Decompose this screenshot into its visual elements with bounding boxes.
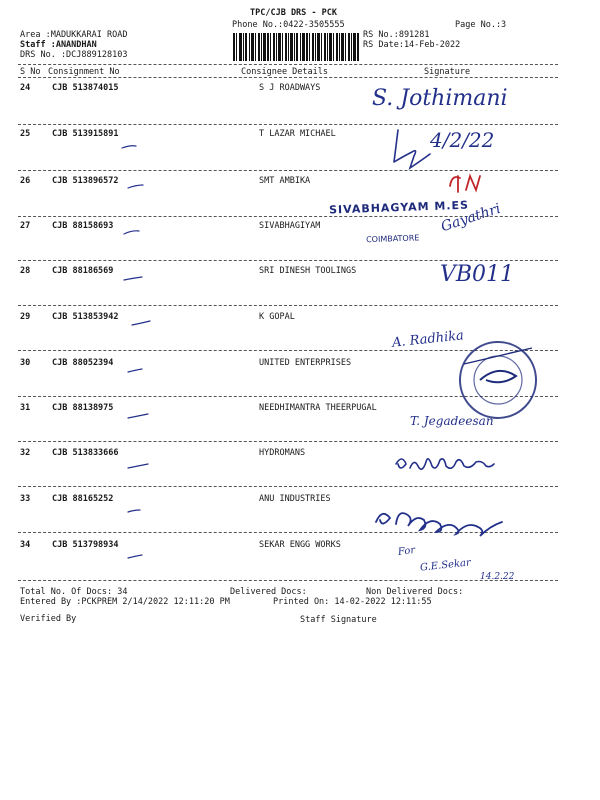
page-number: Page No.:3 [455, 20, 507, 30]
row-consignment: CJB 513798934 [52, 540, 119, 550]
signature-row24: S. Jothimani [372, 86, 508, 111]
col-signature: Signature [424, 67, 471, 77]
signature-row31: T. Jegadeesan [410, 414, 494, 428]
delivered-docs: Delivered Docs: [230, 587, 307, 597]
stamp-title: SIVABHAGYAM M.ES [328, 198, 470, 217]
header-divider-bottom [18, 77, 558, 78]
row-consignee: S J ROADWAYS [259, 83, 321, 93]
verified-by: Verified By [20, 614, 77, 624]
signature-row27: Gayathri [439, 200, 503, 236]
row-sno: 25 [20, 129, 31, 139]
row-consignment: CJB 513874015 [52, 83, 119, 93]
row-consignee: SMT AMBIKA [259, 176, 311, 186]
staff-label: Staff :ANANDHAN [20, 40, 97, 50]
row-consignment: CJB 88138975 [52, 403, 114, 413]
signature-date-row25: 4/2/22 [430, 128, 495, 152]
row-sno: 24 [20, 83, 31, 93]
col-consignment: Consignment No [48, 67, 120, 77]
row-consignment: CJB 88052394 [52, 358, 114, 368]
row-consignee: NEEDHIMANTRA THEERPUGAL [259, 403, 377, 413]
staff-signature: Staff Signature [300, 615, 377, 625]
row-consignee: SIVABHAGIYAM [259, 221, 321, 231]
row-consignment: CJB 513853942 [52, 312, 119, 322]
total-docs: Total No. Of Docs: 34 [20, 587, 128, 597]
red-ink-mark [446, 172, 492, 196]
phone-number: Phone No.:0422-3505555 [232, 20, 345, 30]
row-consignee: ANU INDUSTRIES [259, 494, 331, 504]
round-seal [456, 338, 540, 422]
signature-row30: A. Radhika [391, 328, 465, 351]
barcode [232, 33, 360, 61]
signature-row34-name: G.E.Sekar [419, 557, 472, 574]
signature-scribble-row33 [368, 500, 528, 540]
printed-on: Printed On: 14-02-2022 12:11:55 [273, 597, 432, 607]
col-sno: S No [20, 67, 41, 77]
row-sno: 31 [20, 403, 31, 413]
row-sno: 28 [20, 266, 31, 276]
row-sno: 34 [20, 540, 31, 550]
row-divider [18, 170, 558, 171]
row-consignee: K GOPAL [259, 312, 295, 322]
row-divider [18, 124, 558, 125]
row-divider [18, 441, 558, 442]
row-consignment: CJB 513833666 [52, 448, 119, 458]
row-consignee: HYDROMANS [259, 448, 306, 458]
rs-number: RS No.:891281 [363, 30, 430, 40]
row-sno: 30 [20, 358, 31, 368]
col-consignee: Consignee Details [241, 67, 328, 77]
header-divider-top [18, 64, 558, 65]
signature-row28: VB011 [440, 262, 515, 287]
signature-scribble-row32 [390, 446, 520, 476]
signature-row34-for: For [397, 544, 416, 559]
row-consignee: SEKAR ENGG WORKS [259, 540, 341, 550]
stamp-city: COIMBATORE [365, 233, 420, 245]
row-sno: 32 [20, 448, 31, 458]
row-divider [18, 305, 558, 306]
signature-row34-date: 14.2.22 [480, 572, 515, 582]
row-consignment: CJB 88186569 [52, 266, 114, 276]
non-delivered-docs: Non Delivered Docs: [366, 587, 464, 597]
row-consignment: CJB 513896572 [52, 176, 119, 186]
area-label: Area :MADUKKARAI ROAD [20, 30, 128, 40]
drs-number: DRS No. :DCJ889128103 [20, 50, 128, 60]
row-sno: 29 [20, 312, 31, 322]
row-consignee: T LAZAR MICHAEL [259, 129, 336, 139]
row-consignment: CJB 88165252 [52, 494, 114, 504]
row-consignee: SRI DINESH TOOLINGS [259, 266, 357, 276]
table-row [0, 129, 600, 173]
document-title: TPC/CJB DRS - PCK [250, 8, 337, 18]
row-consignee: UNITED ENTERPRISES [259, 358, 352, 368]
row-divider [18, 486, 558, 487]
row-sno: 26 [20, 176, 31, 186]
row-sno: 27 [20, 221, 31, 231]
row-consignment: CJB 513915891 [52, 129, 119, 139]
entered-by: Entered By :PCKPREM 2/14/2022 12:11:20 PM [20, 597, 230, 607]
row-divider [18, 580, 558, 581]
row-sno: 33 [20, 494, 31, 504]
table-row [0, 83, 600, 127]
row-consignment: CJB 88158693 [52, 221, 114, 231]
rs-date: RS Date:14-Feb-2022 [363, 40, 461, 50]
